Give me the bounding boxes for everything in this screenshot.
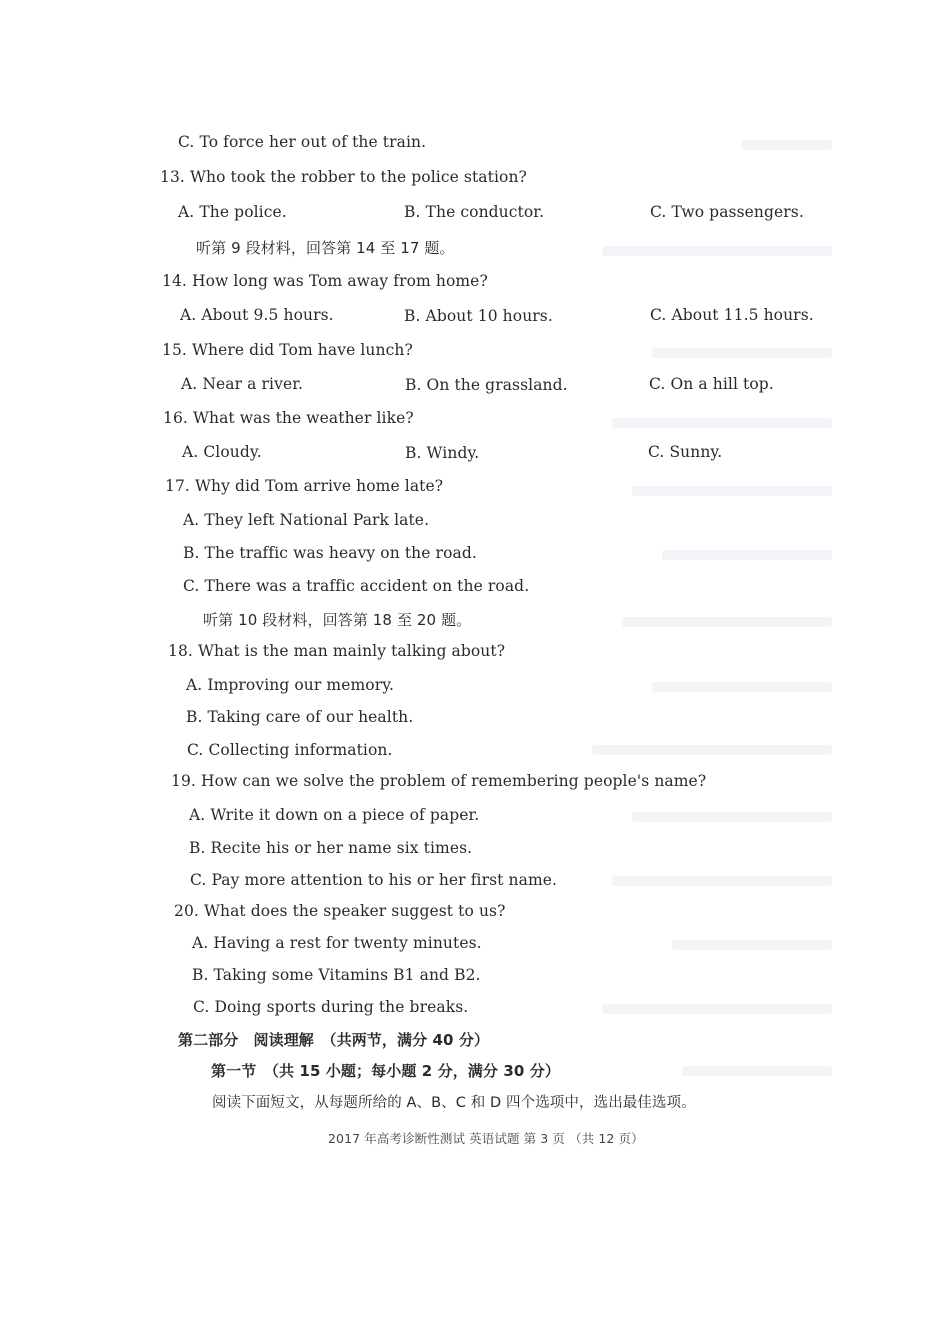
bleed-through-mark xyxy=(682,1066,832,1076)
option-a: A. Cloudy. xyxy=(182,443,262,461)
bleed-through-mark xyxy=(672,940,832,950)
option-a: A. They left National Park late. xyxy=(183,511,430,529)
part-heading: 第二部分 阅读理解 （共两节，满分 40 分） xyxy=(178,1031,490,1049)
option-b: B. The conductor. xyxy=(404,203,545,221)
option-b: B. Recite his or her name six times. xyxy=(189,839,473,857)
option-b: B. About 10 hours. xyxy=(404,307,553,325)
question-13: 13. Who took the robber to the police station? xyxy=(160,168,527,186)
section-heading: 第一节 （共 15 小题；每小题 2 分，满分 30 分） xyxy=(211,1062,560,1080)
bleed-through-mark xyxy=(602,246,832,256)
option-c: C. Collecting information. xyxy=(187,741,393,759)
bleed-through-mark xyxy=(622,617,832,627)
option-b: B. Taking care of our health. xyxy=(186,708,414,726)
section-instruction: 听第 10 段材料，回答第 18 至 20 题。 xyxy=(203,611,472,629)
bleed-through-mark xyxy=(602,1004,832,1014)
bleed-through-mark xyxy=(612,418,832,428)
bleed-through-mark xyxy=(592,745,832,755)
bleed-through-mark xyxy=(742,140,832,150)
option-a: A. Having a rest for twenty minutes. xyxy=(192,934,482,952)
option-c: C. About 11.5 hours. xyxy=(650,306,814,324)
option-c: C. On a hill top. xyxy=(649,375,774,393)
reading-instruction: 阅读下面短文，从每题所给的 A、B、C 和 D 四个选项中，选出最佳选项。 xyxy=(212,1095,696,1111)
option-b: B. Windy. xyxy=(405,444,480,462)
option-a: A. About 9.5 hours. xyxy=(180,306,334,324)
option-c: C. Sunny. xyxy=(648,443,723,461)
bleed-through-mark xyxy=(612,876,832,886)
option-c: C. Two passengers. xyxy=(650,203,804,221)
question-18: 18. What is the man mainly talking about? xyxy=(168,642,506,660)
question-19: 19. How can we solve the problem of remembering people's name? xyxy=(171,772,707,790)
question-17: 17. Why did Tom arrive home late? xyxy=(165,477,444,495)
page-footer: 2017 年高考诊断性测试 英语试题 第 3 页 （共 12 页） xyxy=(328,1131,644,1146)
question-16: 16. What was the weather like? xyxy=(163,409,414,427)
bleed-through-mark xyxy=(632,812,832,822)
bleed-through-mark xyxy=(632,486,832,496)
bleed-through-mark xyxy=(652,348,832,358)
option-a: A. Improving our memory. xyxy=(186,676,395,694)
option-b: B. Taking some Vitamins B1 and B2. xyxy=(192,966,481,984)
question-14: 14. How long was Tom away from home? xyxy=(162,272,488,290)
option-b: B. The traffic was heavy on the road. xyxy=(183,544,477,562)
option-c: C. Pay more attention to his or her first name. xyxy=(190,871,558,889)
section-instruction: 听第 9 段材料，回答第 14 至 17 题。 xyxy=(196,239,455,257)
question-20: 20. What does the speaker suggest to us? xyxy=(174,902,506,920)
option-text: C. To force her out of the train. xyxy=(178,133,427,151)
option-a: A. Near a river. xyxy=(181,375,304,393)
question-15: 15. Where did Tom have lunch? xyxy=(162,341,413,359)
bleed-through-mark xyxy=(662,550,832,560)
option-b: B. On the grassland. xyxy=(405,376,568,394)
option-c: C. There was a traffic accident on the road. xyxy=(183,577,530,595)
bleed-through-mark xyxy=(652,682,832,692)
option-a: A. The police. xyxy=(178,203,287,221)
option-a: A. Write it down on a piece of paper. xyxy=(189,806,480,824)
option-c: C. Doing sports during the breaks. xyxy=(193,998,469,1016)
